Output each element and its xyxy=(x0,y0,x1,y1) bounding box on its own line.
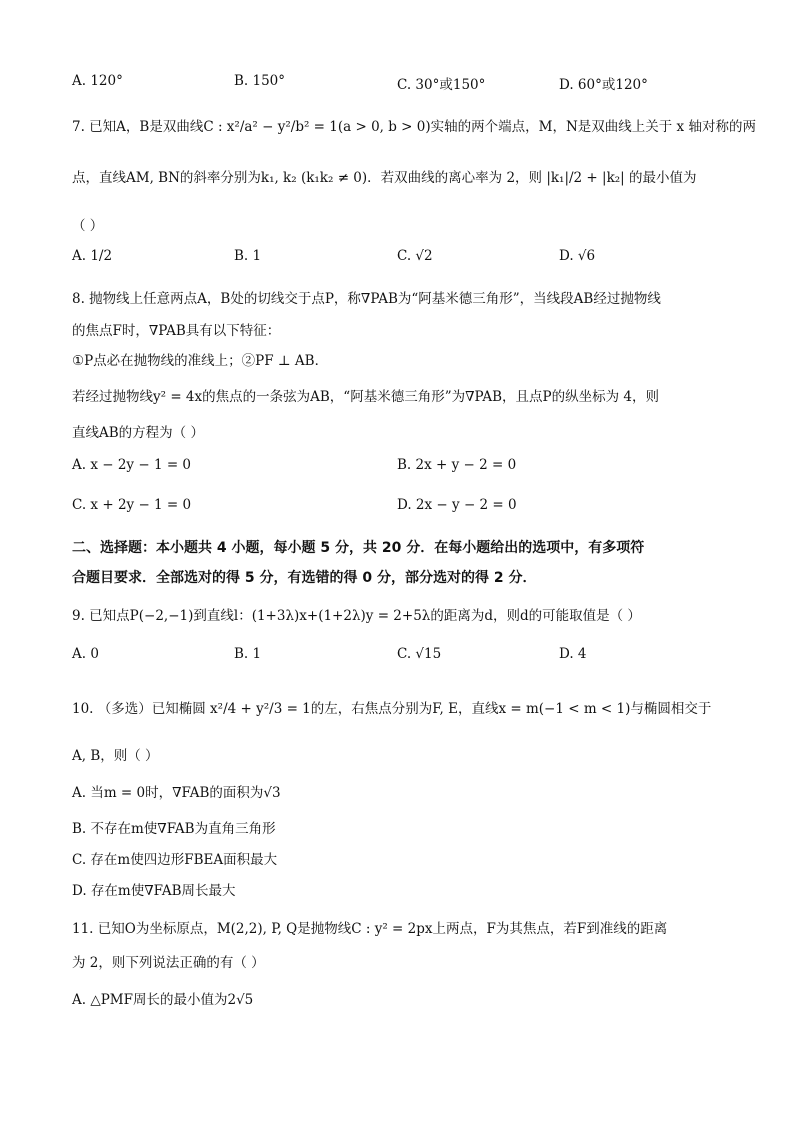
q8-stem-line2: 的焦点F时，∇PAB具有以下特征： xyxy=(72,323,281,339)
section-2-line1: 二、选择题：本小题共 4 小题，每小题 5 分，共 20 分．在每小题给出的选项中，有多项符 xyxy=(72,540,645,556)
q8-stem-line4: 若经过抛物线y² = 4x的焦点的一条弦为AB，“阿基米德三角形”为∇PAB，且点P的纵坐标为 4，则 xyxy=(72,389,660,405)
q10-option-a: A. 当m = 0时，∇FAB的面积为√3 xyxy=(72,785,281,801)
q7-stem-line2: 点，直线AM, BN的斜率分别为k₁, k₂ (k₁k₂ ≠ 0)．若双曲线的离心率为 2，则 |k₁|/2 + |k₂| 的最小值为 xyxy=(72,170,697,186)
q10-option-c: C. 存在m使四边形FBEA面积最大 xyxy=(72,852,278,868)
q10-option-b: B. 不存在m使∇FAB为直角三角形 xyxy=(72,821,276,837)
q8-option-b: B. 2x + y − 2 = 0 xyxy=(397,457,517,473)
section-2-line2: 合题目要求．全部选对的得 5 分，有选错的得 0 分，部分选对的得 2 分． xyxy=(72,570,537,586)
q7-option-b: B. 1 xyxy=(234,248,262,264)
q10-stem-line1: 10. （多选）已知椭圆 x²/4 + y²/3 = 1的左，右焦点分别为F, E，直线x = m(−1 < m < 1)与椭圆相交于 xyxy=(72,701,712,717)
q7-option-c: C. √2 xyxy=(397,248,433,264)
q7-stem-line1: 7. 已知A，B是双曲线C : x²/a² − y²/b² = 1(a > 0, b > 0)实轴的两个端点，M，N是双曲线上关于 x 轴对称的两 xyxy=(72,119,756,135)
q9-option-c: C. √15 xyxy=(397,646,442,662)
q6-option-c: C. 30°或150° xyxy=(397,77,486,93)
q8-stem-line1: 8. 抛物线上任意两点A，B处的切线交于点P，称∇PAB为“阿基米德三角形”，当线段AB经过抛物线 xyxy=(72,291,661,307)
q8-stem-line3: ①P点必在抛物线的准线上；②PF ⊥ AB． xyxy=(72,353,329,369)
q9-option-a: A. 0 xyxy=(72,646,99,662)
q11-stem-line2: 为 2，则下列说法正确的有（ ） xyxy=(72,955,265,971)
q9-option-d: D. 4 xyxy=(559,646,587,662)
q6-option-b: B. 150° xyxy=(234,73,286,89)
q11-stem-line1: 11. 已知O为坐标原点，M(2,2), P, Q是抛物线C : y² = 2px上两点，F为其焦点，若F到准线的距离 xyxy=(72,921,668,937)
q8-option-c: C. x + 2y − 1 = 0 xyxy=(72,497,192,513)
q7-option-a: A. 1/2 xyxy=(72,248,113,264)
q7-option-d: D. √6 xyxy=(559,248,596,264)
q9-stem-line1: 9. 已知点P(−2,−1)到直线l：(1+3λ)x+(1+2λ)y = 2+5λ的距离为d，则d的可能取值是（ ） xyxy=(72,608,641,624)
q8-stem-line5: 直线AB的方程为（ ） xyxy=(72,425,204,441)
q6-option-d: D. 60°或120° xyxy=(559,77,648,93)
q8-option-d: D. 2x − y − 2 = 0 xyxy=(397,497,517,513)
q10-stem-line2: A, B，则（ ） xyxy=(72,748,159,764)
q7-stem-line3: （ ） xyxy=(72,218,104,234)
q8-option-a: A. x − 2y − 1 = 0 xyxy=(72,457,192,473)
q11-option-a: A. △PMF周长的最小值为2√5 xyxy=(72,992,254,1008)
q9-option-b: B. 1 xyxy=(234,646,262,662)
q10-option-d: D. 存在m使∇FAB周长最大 xyxy=(72,883,236,899)
q6-option-a: A. 120° xyxy=(72,73,123,89)
